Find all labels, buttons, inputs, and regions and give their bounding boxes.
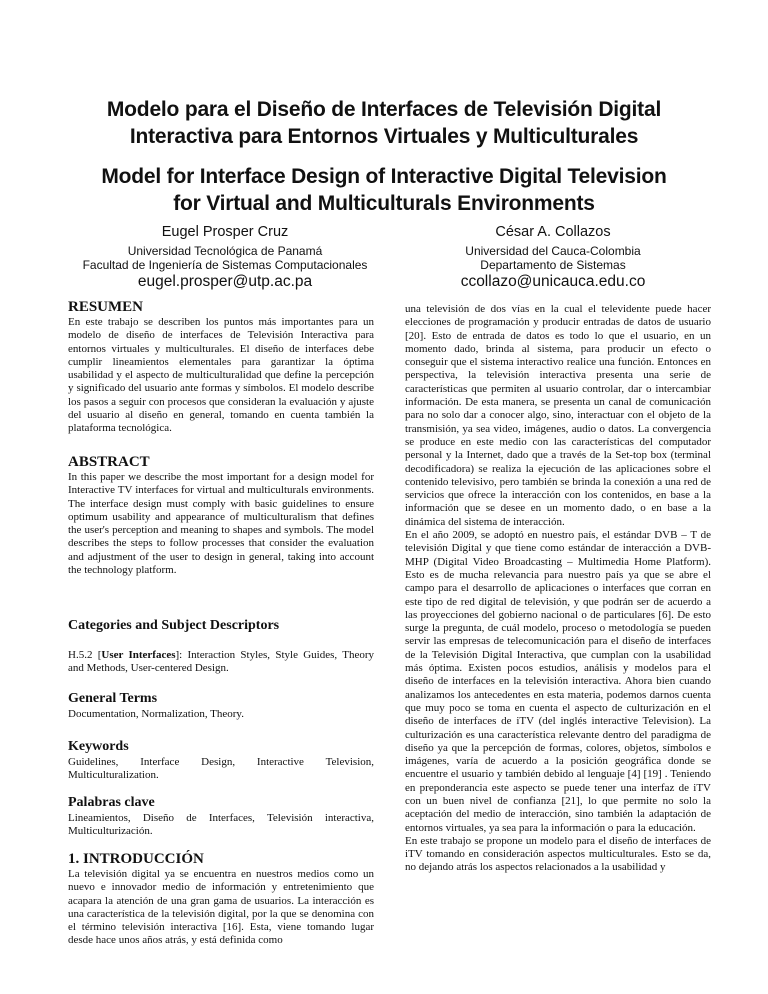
palabras-clave-section <box>68 794 374 839</box>
section-body: La televisión digital ya se encuentra en nuestros medios como un nuevo e innovador medio de información y entretenimiento que acapara la atención de una gran gama de usuarios. La interacción es una característica de la televisión digital, por la que se denomina con el término televisión interactiva [16]. Esta, viene tomando lugar desde hace unos años atrás, y está definida como <box>68 868 374 947</box>
right-column <box>405 303 711 875</box>
title-line: Modelo para el Diseño de Interfaces de Televisión Digital <box>106 98 662 121</box>
paragraph: En el año 2009, se adoptó en nuestro país, el estándar DVB – T de televisión Digital y que tiene como estándar de interacción a DVB-MHP (Digital Video Broadcasting – Multimedia Home Platform). Esto es de mucha relevancia para nuestro país ya que se abre el campo para el desarrollo de aplicaciones o interfaces que corran en este tipo de red digital de televisión, y que podrán ser de acuerdo a las proyecciones del gobierno nacional o de particulares [6]. De esto surge la pregunta, de cuál modelo, proceso o metodología se pueden servir las empresas de telecomunicación para el diseño de interfaces de la Televisión Digital Interactiva, que cumplan con la usabilidad más óptima. Existen pocos estudios, análisis y modelos para el diseño de interfaces en la televisión interactiva. Ahora bien cuando analizamos los antecedentes en esta materia, podemos darnos cuenta que muy poco se toma en cuenta el aspecto de culturización en el diseño de interfaces de iTV (del inglés interactive Television). La culturización es una característica relevante dentro del paradigma de diseño ya que la percepción de formas, colores, objetos, símbolos e imágenes, varía de acuerdo a la posición geográfica donde se encuentre el usuario y también debido al lenguaje [4] [19] . Teniendo en preponderancia este aspecto se puede tener una interfaz de iTV con un buen nivel de confianza [21], lo que permite no solo la aceptación del medio de interacción, sino también la adaptación de entornos virtuales, ya sea para la información o para la educación. <box>405 529 711 834</box>
author-name: César A. Collazos <box>495 224 611 240</box>
general-terms-section <box>68 690 374 721</box>
abstract-section <box>68 453 374 577</box>
section-heading: Palabras clave <box>68 795 155 810</box>
paragraph: una televisión de dos vías en la cual el televidente puede hacer elecciones de programación y producir entradas de datos de usuario [20]. Esto de entrada de datos es todo lo que el usuario, en un momento dado, brinda al sistema, para producir un efecto o conseguir que el sistema interactivo realice una función. Entonces en perspectiva, la televisión interactiva presenta una serie de características que permiten al usuario controlar, dar o intercambiar información. De esta manera, se presenta un canal de comunicación para no solo dar a conocer algo, sino, interactuar con el objeto de la transmisión, ya sea video, imágenes, audio o datos. La convergencia se produce en este medio con las características del computador personal y la Internet, dado que a través de la Set-top box (terminal decodificadora) se realiza la ejecución de las aplicaciones sobre el contenido televisivo, pero también se brinda la conexión a una red de servicios que ofrece la interacción con los contenidos, en base a la información que se desee en un momento dado, o en base a la dinámica del sistema de interacción. <box>405 303 711 528</box>
author-email: ccollazo@unicauca.edu.co <box>460 273 646 290</box>
section-body: In this paper we describe the most important for a design model for Interactive TV interfaces for virtual and multiculturals environments. The interface design must comply with basic guidelines to ensure optimum usability and appearance of multiculturalism that defines the user's perception and meaning to shapes and symbols. The model describes the steps to follow processes that consider the evaluation and adjustment of the user to design in general, taking into account the technology platform. <box>68 471 374 577</box>
author-name: Eugel Prosper Cruz <box>161 224 289 240</box>
left-column <box>68 0 374 994</box>
section-body <box>68 649 374 676</box>
categories-section <box>68 617 374 676</box>
title-line: Model for Interface Design of Interactive Digital Television <box>101 165 667 188</box>
author-affiliation: Departamento de Sistemas <box>480 258 626 272</box>
section-body: Guidelines, Interface Design, Interactive Television, Multiculturalization. <box>68 756 374 782</box>
category-rest: ]: Interaction Styles, Style Guides, Theory and Methods, User-centered Design. <box>68 649 374 675</box>
title-line: for Virtual and Multiculturals Environments <box>173 192 595 215</box>
category-name: User Interfaces <box>101 649 176 661</box>
introduction-section <box>68 850 374 948</box>
section-heading: RESUMEN <box>68 299 144 315</box>
category-code: H.5.2 [ <box>68 649 102 661</box>
section-body: En este trabajo se describen los puntos más importantes para un modelo de diseño de interfaces de Televisión Interactiva para entornos virtuales y multiculturales. El diseño de interfaces debe cumplir lineamientos elementales para garantizar la óptima usabilidad y el aspecto de multiculturalidad que define la percepción y significado del usuario ante formas y símbolos. El modelo describe los pasos a seguir con procesos que consideran la evaluación y ajuste del usuario al diseño en general, tomando en cuenta también la plataforma tecnológica. <box>68 316 374 435</box>
keywords-section <box>68 738 374 783</box>
section-heading: ABSTRACT <box>68 454 150 470</box>
title-line: Interactiva para Entornos Virtuales y Multiculturales <box>129 125 639 148</box>
section-heading: Categories and Subject Descriptors <box>68 618 280 633</box>
author-email: eugel.prosper@utp.ac.pa <box>137 273 313 290</box>
paragraph: En este trabajo se propone un modelo para el diseño de interfaces de iTV tomando en consideración aspectos multiculturales. Esto se da, no dejando atrás los aspectos relacionados a la usabilidad y <box>405 834 711 874</box>
author-affiliation: Facultad de Ingeniería de Sistemas Computacionales <box>82 258 368 272</box>
resumen-section <box>68 298 374 436</box>
section-body: Lineamientos, Diseño de Interfaces, Televisión interactiva, Multiculturización. <box>68 812 374 838</box>
section-heading: General Terms <box>68 691 158 706</box>
section-heading: Keywords <box>68 739 129 754</box>
author-affiliation: Universidad del Cauca-Colombia <box>465 244 641 258</box>
author-block <box>388 223 718 292</box>
author-affiliation: Universidad Tecnológica de Panamá <box>127 244 323 258</box>
section-heading: 1. INTRODUCCIÓN <box>68 851 204 867</box>
section-body: Documentation, Normalization, Theory. <box>68 708 244 720</box>
